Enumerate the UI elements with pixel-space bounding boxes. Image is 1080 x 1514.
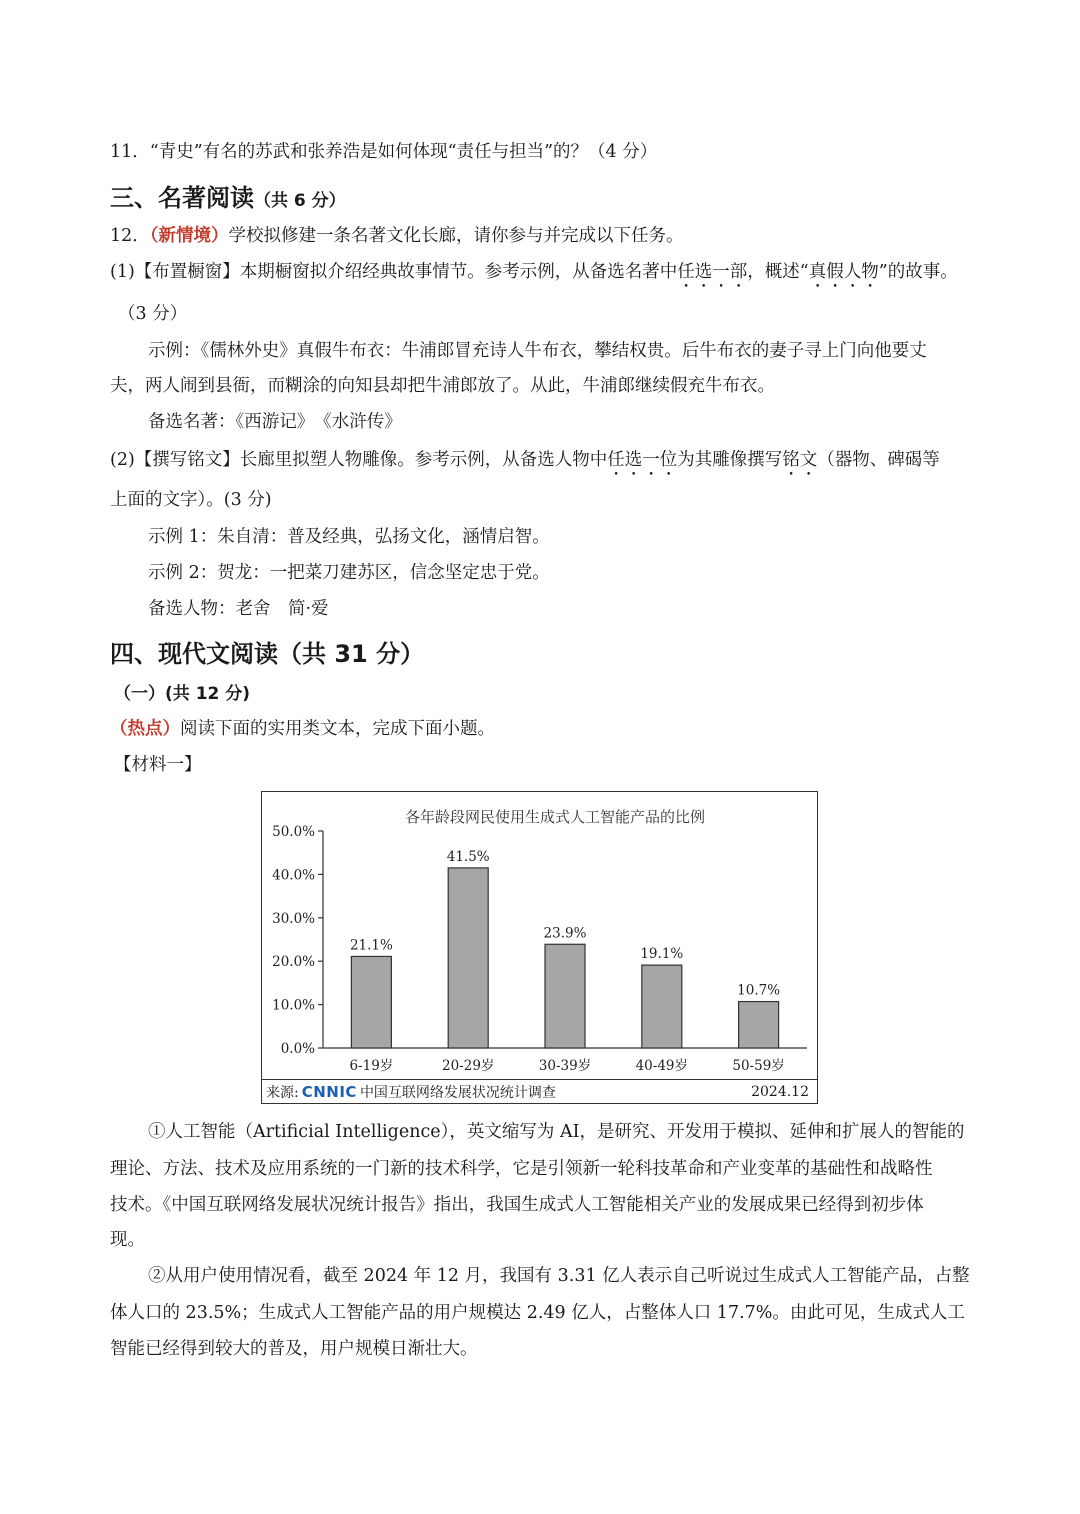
x-category-label: 6-19岁 <box>349 1058 394 1074</box>
source-label: 来源: <box>266 1084 299 1101</box>
section-3-heading <box>110 178 346 213</box>
x-category-label: 50-59岁 <box>732 1058 785 1074</box>
bar-value-label: 41.5% <box>446 848 490 865</box>
bar <box>642 965 682 1048</box>
source-date: 2024.12 <box>751 1083 809 1100</box>
question-12-tag: （新情境） <box>149 226 229 246</box>
bar <box>351 956 391 1048</box>
q12-1-emphasis-1: 任选一部 <box>677 262 748 282</box>
q12-1-text-post: ”的故事。 <box>878 262 958 282</box>
age-usage-chart <box>261 791 818 1104</box>
hot-instruction <box>110 717 495 741</box>
bar-value-label: 19.1% <box>640 946 684 963</box>
bar-value-label: 21.1% <box>349 937 393 954</box>
y-tick-label: 30.0% <box>272 910 315 927</box>
bar <box>545 944 585 1048</box>
section-4-heading: 四、现代文阅读（共 31 分） <box>110 640 425 668</box>
question-12-2 <box>110 448 940 480</box>
para-2-line-1: ②从用户使用情况看，截至 2024 年 12 月，我国有 3.31 亿人表示自己听说过生成式人工智能产品，占整 <box>148 1266 970 1286</box>
para-1-line-3: 技术。《中国互联网络发展状况统计报告》指出，我国生成式人工智能相关产业的发展成果已经得到初步体 <box>110 1195 924 1215</box>
bar-chart-svg <box>262 792 816 1080</box>
q12-1-score: （3 分） <box>118 304 188 324</box>
para-1-line-2: 理论、方法、技术及应用系统的一门新的技术科学，它是引领新一轮科技革命和产业变革的基础性和战略性 <box>110 1159 933 1179</box>
q12-1-example-line-1: 示例：《儒林外史》真假牛布衣：牛浦郎冒充诗人牛布衣，攀结权贵。后牛布衣的妻子寻上门向他要丈 <box>148 341 927 361</box>
q12-2-emphasis-1: 任选一位 <box>607 450 678 470</box>
q12-2-example-1: 示例 1：朱自清：普及经典，弘扬文化，涵情启智。 <box>148 527 550 547</box>
source-name: 中国互联网络发展状况统计调查 <box>359 1084 556 1101</box>
x-category-label: 30-39岁 <box>538 1058 592 1074</box>
x-category-label: 20-29岁 <box>441 1058 495 1074</box>
q12-1-example-line-2: 夫，两人闹到县衙，而糊涂的向知县却把牛浦郎放了。从此，牛浦郎继续假充牛布衣。 <box>110 376 775 396</box>
q12-2-text-post: （器物、碑碣等 <box>817 450 940 470</box>
para-2-line-2: 体人口的 23.5%；生成式人工智能产品的用户规模达 2.49 亿人，占整体人口 17.7%。由此可见，生成式人工 <box>110 1303 965 1323</box>
y-tick-label: 40.0% <box>272 867 315 884</box>
hot-text: 阅读下面的实用类文本，完成下面小题。 <box>180 719 495 739</box>
chart-source-row <box>262 1079 817 1103</box>
chart-title: 各年龄段网民使用生成式人工智能产品的比例 <box>404 808 706 826</box>
q12-2-text-pre: (2)【撰写铭文】长廊里拟塑人物雕像。参考示例，从备选人物中 <box>110 450 608 470</box>
q12-2-example-2: 示例 2：贺龙：一把菜刀建苏区，信念坚定忠于党。 <box>148 563 550 583</box>
x-category-label: 40-49岁 <box>635 1058 689 1074</box>
q12-2-emphasis-2: 铭文 <box>782 450 818 470</box>
section-3-score: （共 6 分） <box>254 191 346 211</box>
question-11: 11．“青史”有名的苏武和张养浩是如何体现“责任与担当”的？（4 分） <box>110 142 658 162</box>
y-tick-label: 10.0% <box>272 997 315 1014</box>
para-1-line-1: ①人工智能（Artificial Intelligence），英文缩写为 AI，是研究、开发用于模拟、延伸和扩展人的智能的 <box>148 1122 965 1142</box>
cnnic-logo: CNNIC <box>301 1082 357 1101</box>
para-1-line-4: 现。 <box>110 1230 145 1250</box>
question-12-number: 12． <box>110 226 150 246</box>
hot-tag: （热点） <box>110 719 180 739</box>
y-tick-label: 20.0% <box>272 954 315 971</box>
part-1-heading: （一）(共 12 分) <box>114 684 251 704</box>
question-12-1 <box>110 260 958 292</box>
section-3-title: 三、名著阅读 <box>110 184 254 212</box>
q12-1-options: 备选名著：《西游记》 《水浒传》 <box>148 412 402 432</box>
q12-1-text-pre: (1)【布置橱窗】本期橱窗拟介绍经典故事情节。参考示例，从备选名著中 <box>110 262 678 282</box>
bar <box>739 1002 779 1048</box>
q12-1-text-mid: ，概述“ <box>747 262 809 282</box>
y-tick-label: 50.0% <box>272 824 315 840</box>
y-tick-label: 0.0% <box>280 1041 315 1057</box>
q12-2-line-2: 上面的文字）。(3 分) <box>110 490 272 510</box>
q12-1-emphasis-2: 真假人物 <box>808 262 879 282</box>
q12-2-text-mid: 为其雕像撰写 <box>677 450 783 470</box>
bar <box>448 868 488 1048</box>
question-12-text: 学校拟修建一条名著文化长廊，请你参与并完成以下任务。 <box>228 226 684 246</box>
material-1-label: 【材料一】 <box>114 755 202 775</box>
bar-value-label: 10.7% <box>737 982 781 999</box>
question-12 <box>110 224 684 248</box>
para-2-line-3: 智能已经得到较大的普及，用户规模日渐壮大。 <box>110 1339 478 1359</box>
q12-2-options: 备选人物：老舍 简·爱 <box>148 599 329 619</box>
bar-value-label: 23.9% <box>543 925 587 942</box>
